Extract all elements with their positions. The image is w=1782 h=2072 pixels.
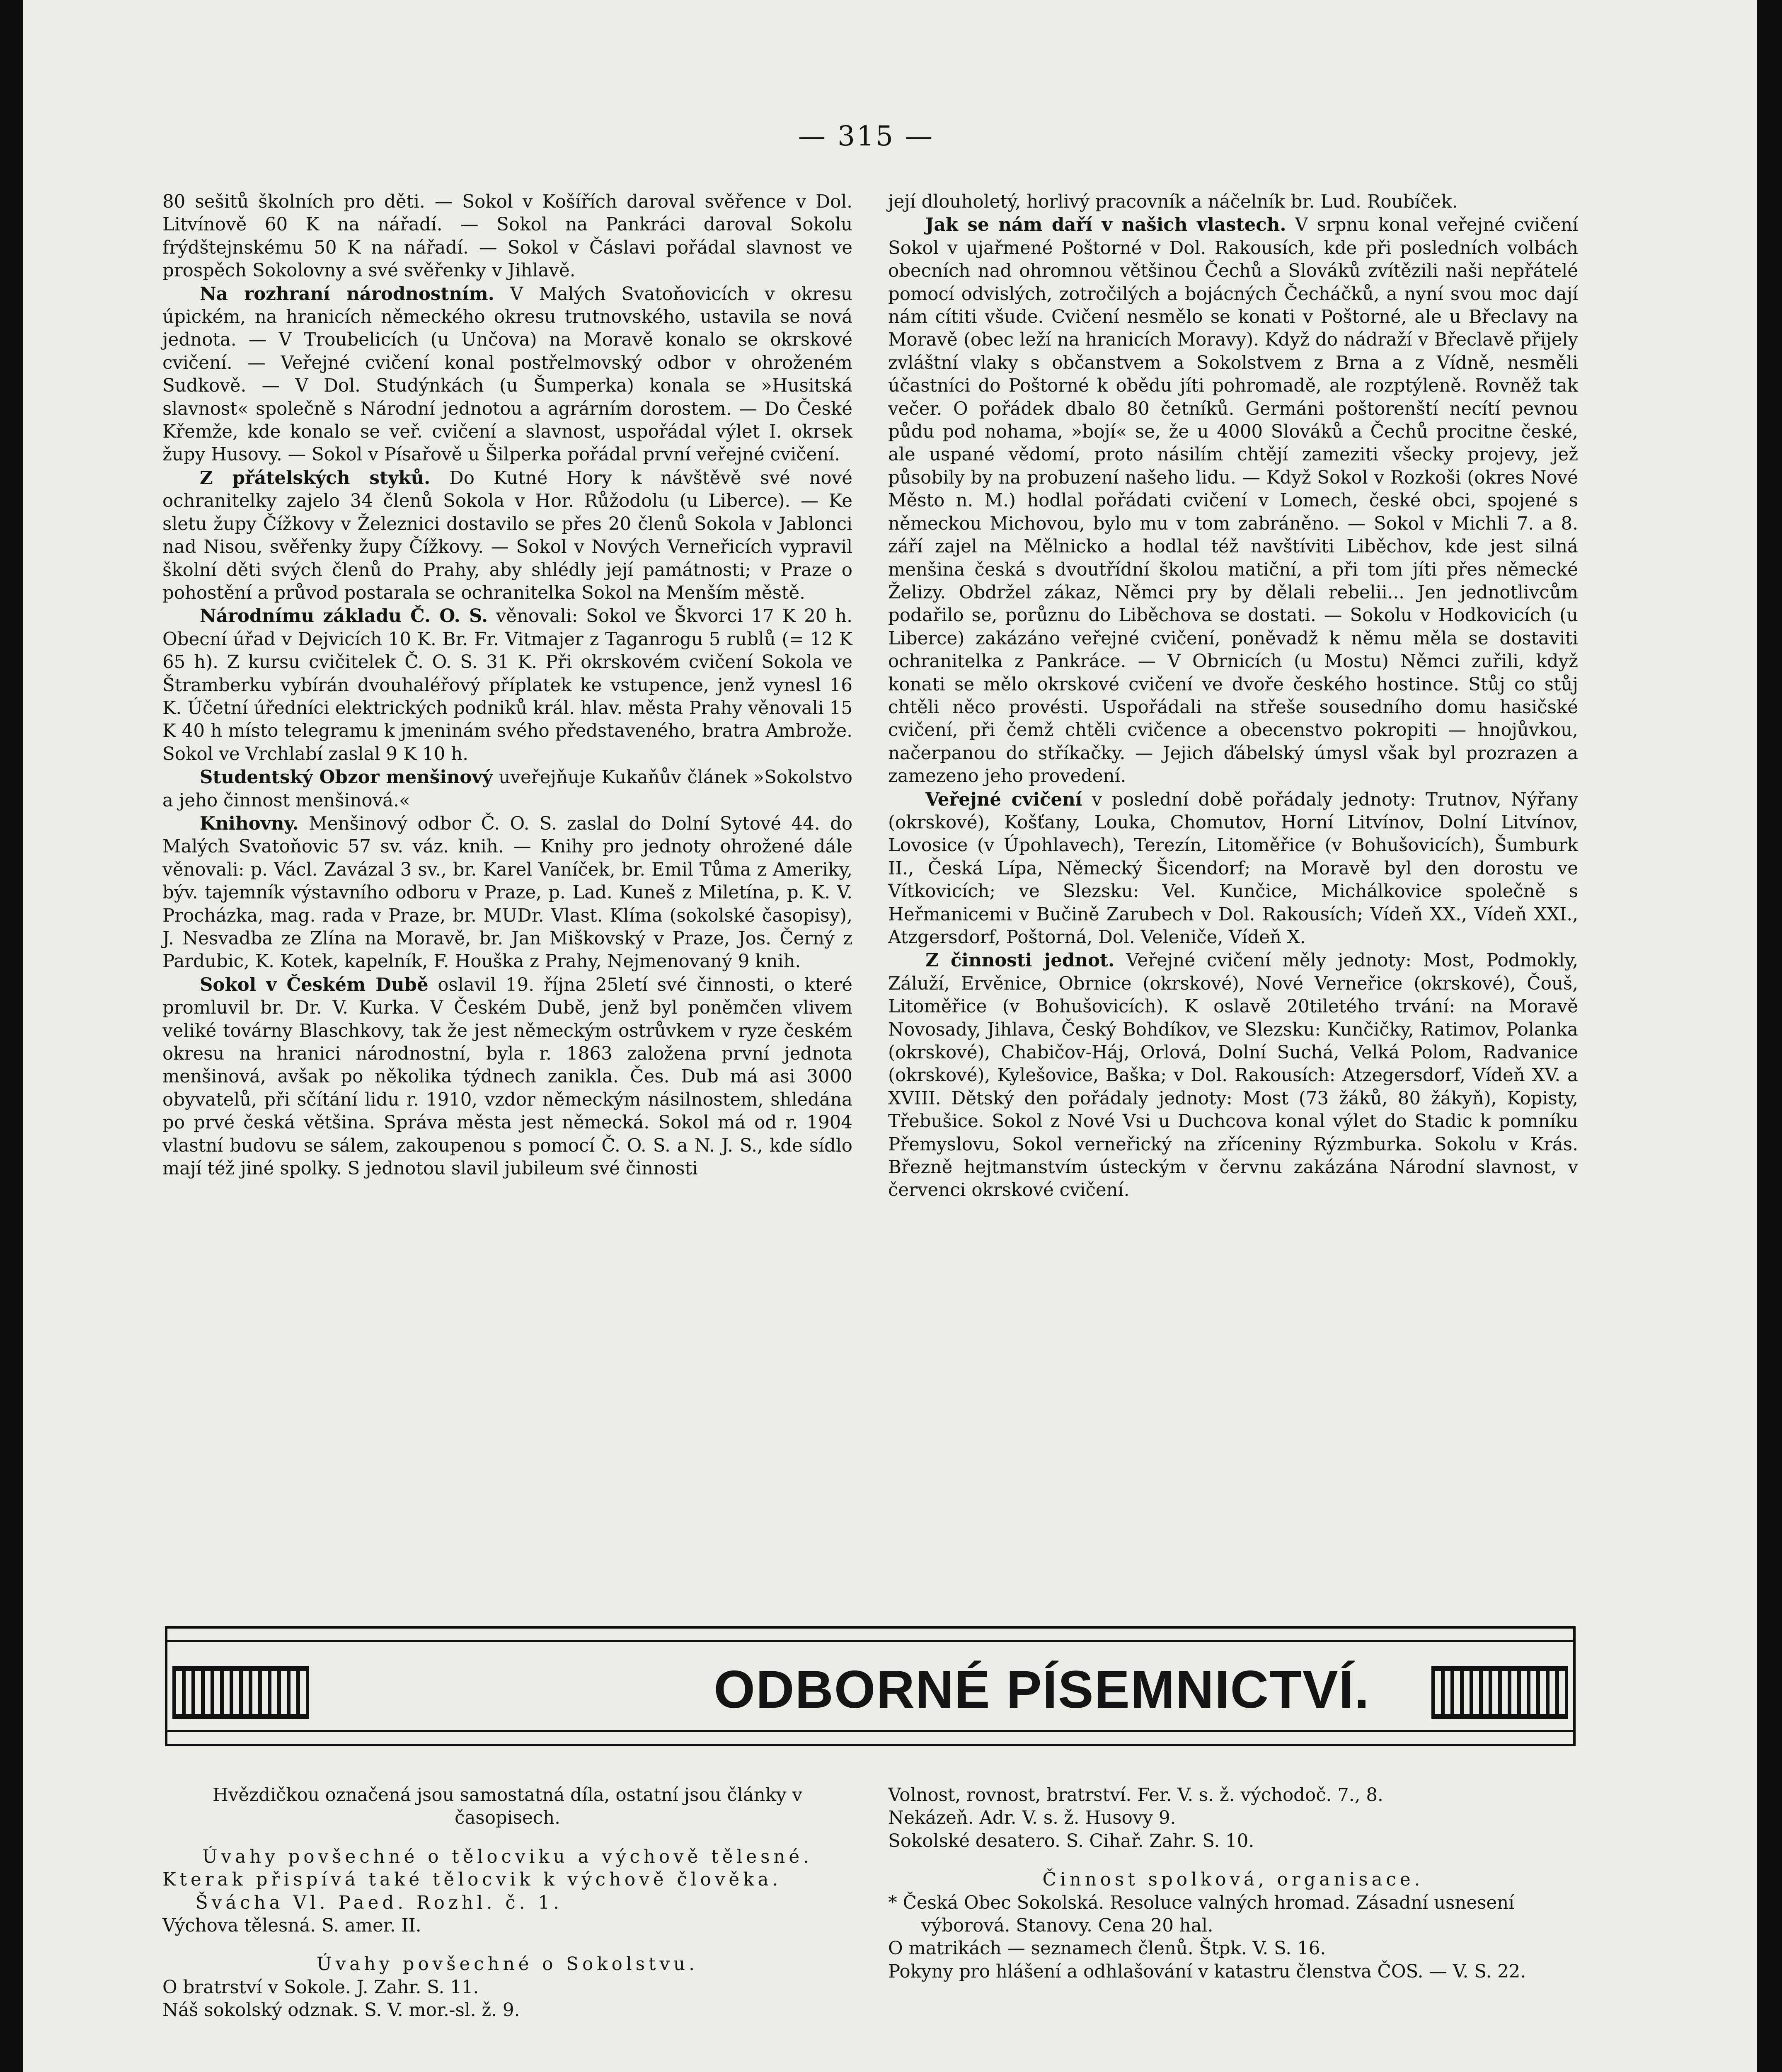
section-banner bbox=[165, 1626, 1576, 1746]
banner-rule bbox=[167, 1730, 1573, 1732]
paragraph-text: oslavil 19. října 25letí své činnosti, o které promluvil br. Dr. V. Kurka. V Českém Dubě, jenž byl poněmčen vlivem veliké továrny Blaschkovy, tak že jest německým ostrůvkem v ryze českém okresu na hranici národnostní, byla r. 1863 založena první jednota menšinová, avšak po několika týdnech zanikla. Čes. Dub má asi 3000 obyvatelů, při sčítání lidu r. 1910, vzdor německým násilnostem, shledána po prvé česká většina. Správa města jest německá. Sokol má od r. 1904 vlastní budovu se sálem, zakoupenou s pomocí Č. O. S. a N. J. S., kde sídlo mají též jiné spolky. S jednotou slavil jubileum své činnosti bbox=[162, 974, 853, 1179]
bibliography-entry: Volnost, rovnost, bratrství. Fer. V. s. ž. východoč. 7., 8. bbox=[888, 1785, 1383, 1806]
scan-border-right bbox=[1757, 0, 1782, 2072]
paragraph-heading: Na rozhraní národnostním. bbox=[200, 283, 494, 305]
balustrade-ornament-icon bbox=[1431, 1666, 1568, 1719]
banner-title: ODBORNÉ PÍSEMNICTVÍ. bbox=[714, 1660, 1370, 1719]
paragraph-text: 80 sešitů školních pro děti. — Sokol v Košířích daroval svěřence v Dol. Litvínově 60 K na nářadí. — Sokol na Pankráci daroval Sokolu frýdštejnskému 50 K na nářadí. — Sokol v Čáslavi pořádal slavnost ve prospěch Sokolovny a své svěřenky v Jihlavě. bbox=[162, 191, 852, 281]
paragraph-heading: Studentský Obzor menšinový bbox=[200, 767, 493, 788]
paragraph-text: její dlouholetý, horlivý pracovník a náčelník br. Lud. Roubíček. bbox=[888, 191, 1458, 212]
bibliography-heading: Úvahy povšechné o tělocviku a výchově tělesné. bbox=[202, 1846, 813, 1867]
paragraph-heading: Veřejné cvičení bbox=[925, 789, 1082, 810]
paragraph bbox=[162, 605, 852, 766]
bibliography-entry: * Česká Obec Sokolská. Resoluce valných hromad. Zásadní usnesení výborová. Stanovy. Cena 20 hal. bbox=[888, 1892, 1515, 1936]
paragraph bbox=[162, 812, 852, 973]
paragraph-text: V srpnu konal veřejné cvičení Sokol v ujařmené Poštorné v Dol. Rakousích, kde při posledních volbách obecních nad ohromnou většinou Čechů a Slováků zvítězili naši nepřátelé pomocí odvislých, zotročilých a bojácných Čecháčků, a nyní svou moc dají nám cítiti všude. Cvičení nesmělo se konati v Poštorné, ale u Břeclavy na Moravě (obec leží na hranicích Moravy). Když do nádraží v Břeclavě přijely zvláštní vlaky s občanstvem a Sokolstvem z Brna a z Vídně, nesměli účastníci do Poštorné k obědu jíti pohromadě, ale rozptýleně. Rovněž tak večer. O pořádek dbalo 80 četníků. Germáni poštorenští necítí pevnou půdu pod nohama, »bojí« se, že u 4000 Slováků a Čechů procitne české, ale uspané vědomí, proto násilím chtějí zameziti všecky projevy, jež působily by na probuzení našeho lidu. — Když Sokol v Rozkoši (okres Nové Město n. M.) hodlal pořádati cvičení v Lomech, české obci, spojené s německou Michovou, bylo mu v tom zabráněno. — Sokol v Michli 7. a 8. září zajel na Mělnicko a hodlal též navštíviti Liběchov, kde jest silná menšina česká s dvoutřídní školou matiční, a při tom jíti přes německé Želizy. Obdržel zákaz, Němci pry by dělali rebelii... Jen jednotlivcům podařilo se, porůznu do Liběchova se dostati. — Sokolu v Hodkovicích (u Liberce) zakázáno veřejné cvičení, poněvadž k němu měla se dostaviti ochranitelka z Pankráce. — V Obrnicích (u Mostu) Němci zuřili, když konati se mělo okrskové cvičení ve dvoře českého hostince. Stůj co stůj chtěli něco provésti. Uspořádali na střeše sousedního domu hasičské cvičení, při čemž chtěli cvičence a obecenstvo pokropiti — hnojůvkou, načerpanou do stříkačky. — Jejich ďábelský úmysl však byl prozrazen a zamezeno jeho provedení. bbox=[888, 215, 1578, 787]
bibliography-left bbox=[162, 1784, 852, 2022]
paragraph-heading: Národnímu základu Č. O. S. bbox=[200, 605, 488, 627]
paragraph bbox=[162, 766, 852, 812]
paragraph bbox=[162, 191, 852, 283]
paragraph-text: v poslední době pořádaly jednoty: Trutnov, Nýřany (okrskové), Košťany, Louka, Chomutov, Horní Litvínov, Dolní Litvínov, Lovosice (v Úpohlavech), Terezín, Litoměřice (v Bohušovicích), Šumburk II., Česká Lípa, Německý Šicendorf; na Moravě byl den dorostu ve Vítkovicích; ve Slezsku: Vel. Kunčice, Michálkovice společně s Heřmanicemi v Bučině Zarubech v Dol. Rakousích; Vídeň XX., Vídeň XXI., Atzgersdorf, Poštorná, Dol. Veleniče, Vídeň X. bbox=[888, 789, 1579, 948]
scan-border-left bbox=[0, 0, 23, 2072]
bibliography-entry: Sokolské desatero. S. Cihař. Zahr. S. 10. bbox=[888, 1830, 1254, 1852]
paragraph bbox=[162, 283, 852, 467]
paragraph-text: Do Kutné Hory k návštěvě své nové ochranitelky zajelo 34 členů Sokola v Hor. Růžodolu (u Liberce). — Ke sletu župy Čížkovy v Železnici dostavilo se přes 20 členů Sokola v Jablonci nad Nisou, svěřenky župy Čížkovy. — Sokol v Nových Verneřicích vypravil školní děti svých členů do Prahy, aby shlédly její památnosti; v Praze o pohostění a průvod postarala se ochranitelka Sokol na Menším městě. bbox=[162, 467, 852, 603]
paragraph bbox=[162, 467, 852, 605]
bibliography-entry: Výchova tělesná. S. amer. II. bbox=[162, 1915, 421, 1936]
balustrade-ornament-icon bbox=[172, 1666, 309, 1719]
paragraph-heading: Z činnosti jednot. bbox=[925, 950, 1115, 971]
paragraph-text: uveřejňuje Kukaňův článek »Sokolstvo a jeho činnost menšinová.« bbox=[162, 767, 852, 811]
bibliography-right bbox=[888, 1784, 1578, 1983]
bibliography-heading: Úvahy povšechné o Sokolstvu. bbox=[317, 1954, 698, 1975]
paragraph-text: V Malých Svatoňovicích v okresu úpickém, na hranicích německého okresu trutnovského, ustavila se nová jednota. — V Troubelicích (u Unčova) na Moravě konalo se okrskové cvičení. — Veřejné cvičení konal postřelmovský odbor v ohroženém Sudkově. — V Dol. Studýnkách (u Šumperka) konala se »Husitská slavnost« společně s Národní jednotou a agrárním dorostem. — Do České Křemže, kde konalo se veř. cvičení a slavnost, uspořádal výlet I. okrsek župy Husovy. — Sokol v Písařově u Šilperka pořádal první veřejné cvičení. bbox=[162, 283, 852, 465]
paragraph-heading: Sokol v Českém Dubě bbox=[200, 974, 429, 995]
banner-title-box bbox=[652, 1653, 1431, 1726]
paragraph-text: věnovali: Sokol ve Škvorci 17 K 20 h. Obecní úřad v Dejvicích 10 K. Br. Fr. Vitmajer z Taganrogu 5 rublů (= 12 K 65 h). Z kursu cvičitelek Č. O. S. 31 K. Při okrskovém cvičení Sokola ve Štramberku vybírán dvouhaléřový příplatek ke vstupence, jenž vynesl 16 K. Účetní úředníci elektrických podniků král. hlav. města Prahy věnovali 15 K 40 h místo telegramu k jmeninám svého představeného, bratra Ambrože. Sokol ve Vrchlabí zaslal 9 K 10 h. bbox=[162, 606, 852, 765]
bibliography-entry: O bratrství v Sokole. J. Zahr. S. 11. bbox=[162, 1977, 479, 1998]
bibliography-heading: Činnost spolková, organisace. bbox=[1042, 1869, 1424, 1890]
paragraph bbox=[888, 949, 1578, 1202]
banner-rule bbox=[167, 1640, 1573, 1642]
paragraph bbox=[888, 788, 1578, 949]
page-number: — 315 — bbox=[798, 120, 934, 152]
bibliography-entry: O matrikách — seznamech členů. Štpk. V. S. 16. bbox=[888, 1938, 1326, 1959]
bibliography-entry: Kterak přispívá také tělocvik k výchově člověka. Švácha Vl. Paed. Rozhl. č. 1. bbox=[162, 1869, 782, 1913]
paragraph bbox=[162, 973, 852, 1181]
paragraph-heading: Knihovny. bbox=[200, 813, 299, 834]
bibliography-intro: Hvězdičkou označená jsou samostatná díla, ostatní jsou články v časopisech. bbox=[213, 1785, 802, 1829]
bibliography-entry: Nekázeň. Adr. V. s. ž. Husovy 9. bbox=[888, 1808, 1176, 1829]
paragraph bbox=[888, 191, 1578, 213]
paragraph-heading: Jak se nám daří v našich vlastech. bbox=[925, 214, 1286, 236]
bibliography-entry: Náš sokolský odznak. S. V. mor.-sl. ž. 9. bbox=[162, 2000, 520, 2021]
left-column bbox=[162, 191, 852, 1180]
paragraph bbox=[888, 213, 1578, 788]
right-column bbox=[888, 191, 1578, 1202]
paragraph-heading: Z přátelských styků. bbox=[200, 467, 431, 489]
bibliography-entry: Pokyny pro hlášení a odhlašování v katastru členstva ČOS. — V. S. 22. bbox=[888, 1961, 1526, 1982]
paragraph-text: Menšinový odbor Č. O. S. zaslal do Dolní Sytové 44. do Malých Svatoňovic 57 sv. váz. knih. — Knihy pro jednoty ohrožené dále věnovali: p. Václ. Zavázal 3 sv., br. Karel Vaníček, br. Emil Tůma z Ameriky, býv. tajemník výstavního odboru v Praze, p. Lad. Kuneš z Miletína, p. K. V. Procházka, mag. rada v Praze, br. MUDr. Vlast. Klíma (sokolské časopisy), J. Nesvadba ze Zlína na Moravě, br. Jan Miškovský v Praze, Jos. Černý z Pardubic, K. Kotek, kapelník, F. Houška z Prahy, Nejmenovaný 9 knih. bbox=[162, 813, 853, 972]
paragraph-text: Veřejné cvičení měly jednoty: Most, Podmokly, Záluží, Ervěnice, Obrnice (okrskové), Nové Verneřice (okrskové), Čouš, Litoměřice (v Bohušovicích). K oslavě 20tiletého trvání: na Moravě Novosady, Jihlava, Český Bohdíkov, ve Slezsku: Kunčičky, Ratimov, Polanka (okrskové), Chabičov-Háj, Orlová, Dolní Suchá, Velká Polom, Radvanice (okrskové), Kylešovice, Baška; v Dol. Rakousích: Atzegersdorf, Vídeň XV. a XVIII. Dětský den pořádaly jednoty: Most (73 žáků, 80 žákyň), Kopisty, Třebušice. Sokol z Nové Vsi u Duchcova konal výlet do Stadic k pomníku Přemyslovu, Sokol verneřický na zříceniny Rýzmburka. Sokolu v Krás. Březně hejtmanstvím ústeckým v červnu zakázána Národní slavnost, v červenci okrskové cvičení. bbox=[888, 950, 1579, 1201]
